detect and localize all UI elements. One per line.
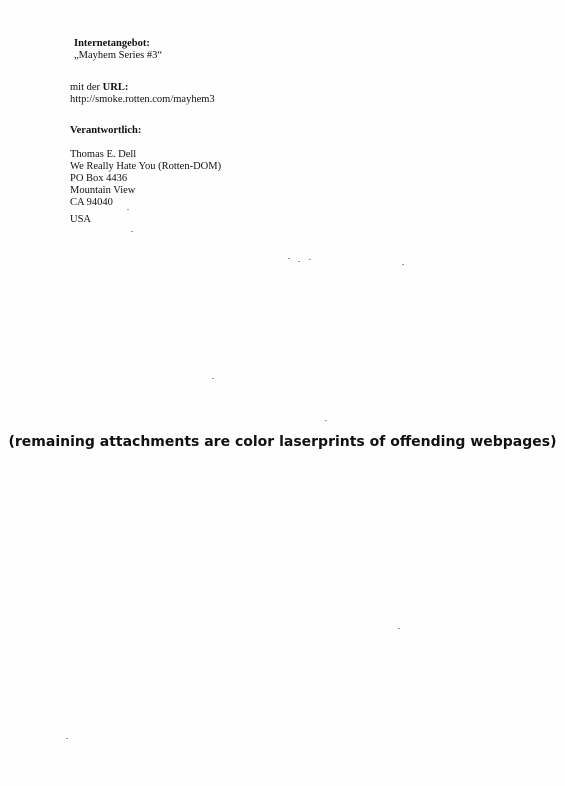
- scan-speck: [131, 231, 133, 232]
- country-block: [70, 214, 91, 226]
- url-value: http://smoke.rotten.com/mayhem3: [70, 94, 215, 105]
- scan-speck: [309, 259, 311, 260]
- scan-speck: [127, 209, 129, 210]
- offer-block: [74, 38, 162, 62]
- address-line: We Really Hate You (Rotten-DOM): [70, 161, 222, 172]
- url-label-line: [70, 82, 215, 94]
- scan-speck: [298, 261, 300, 262]
- scan-speck: [212, 378, 214, 379]
- url-label: URL:: [102, 82, 129, 93]
- address-line: Thomas E. Dell: [70, 149, 137, 160]
- responsible-heading-block: [70, 125, 141, 137]
- offer-heading: Internetangebot:: [74, 38, 150, 49]
- url-block: [70, 82, 215, 106]
- address-block: [70, 149, 221, 209]
- address-country: USA: [70, 214, 92, 225]
- footer-note: (remaining attachments are color laserprints of offending webpages): [8, 434, 557, 450]
- scan-speck: [325, 420, 327, 421]
- scan-speck: [402, 264, 404, 265]
- scan-speck: [288, 258, 290, 259]
- scan-speck: [398, 628, 400, 629]
- address-line: CA 94040: [70, 197, 113, 208]
- address-line: PO Box 4436: [70, 173, 128, 184]
- responsible-heading: Verantwortlich:: [70, 125, 142, 136]
- url-prefix: mit der: [70, 82, 103, 93]
- scan-speck: [66, 738, 68, 739]
- offer-title: „Mayhem Series #3“: [74, 50, 163, 61]
- address-line: Mountain View: [70, 185, 136, 196]
